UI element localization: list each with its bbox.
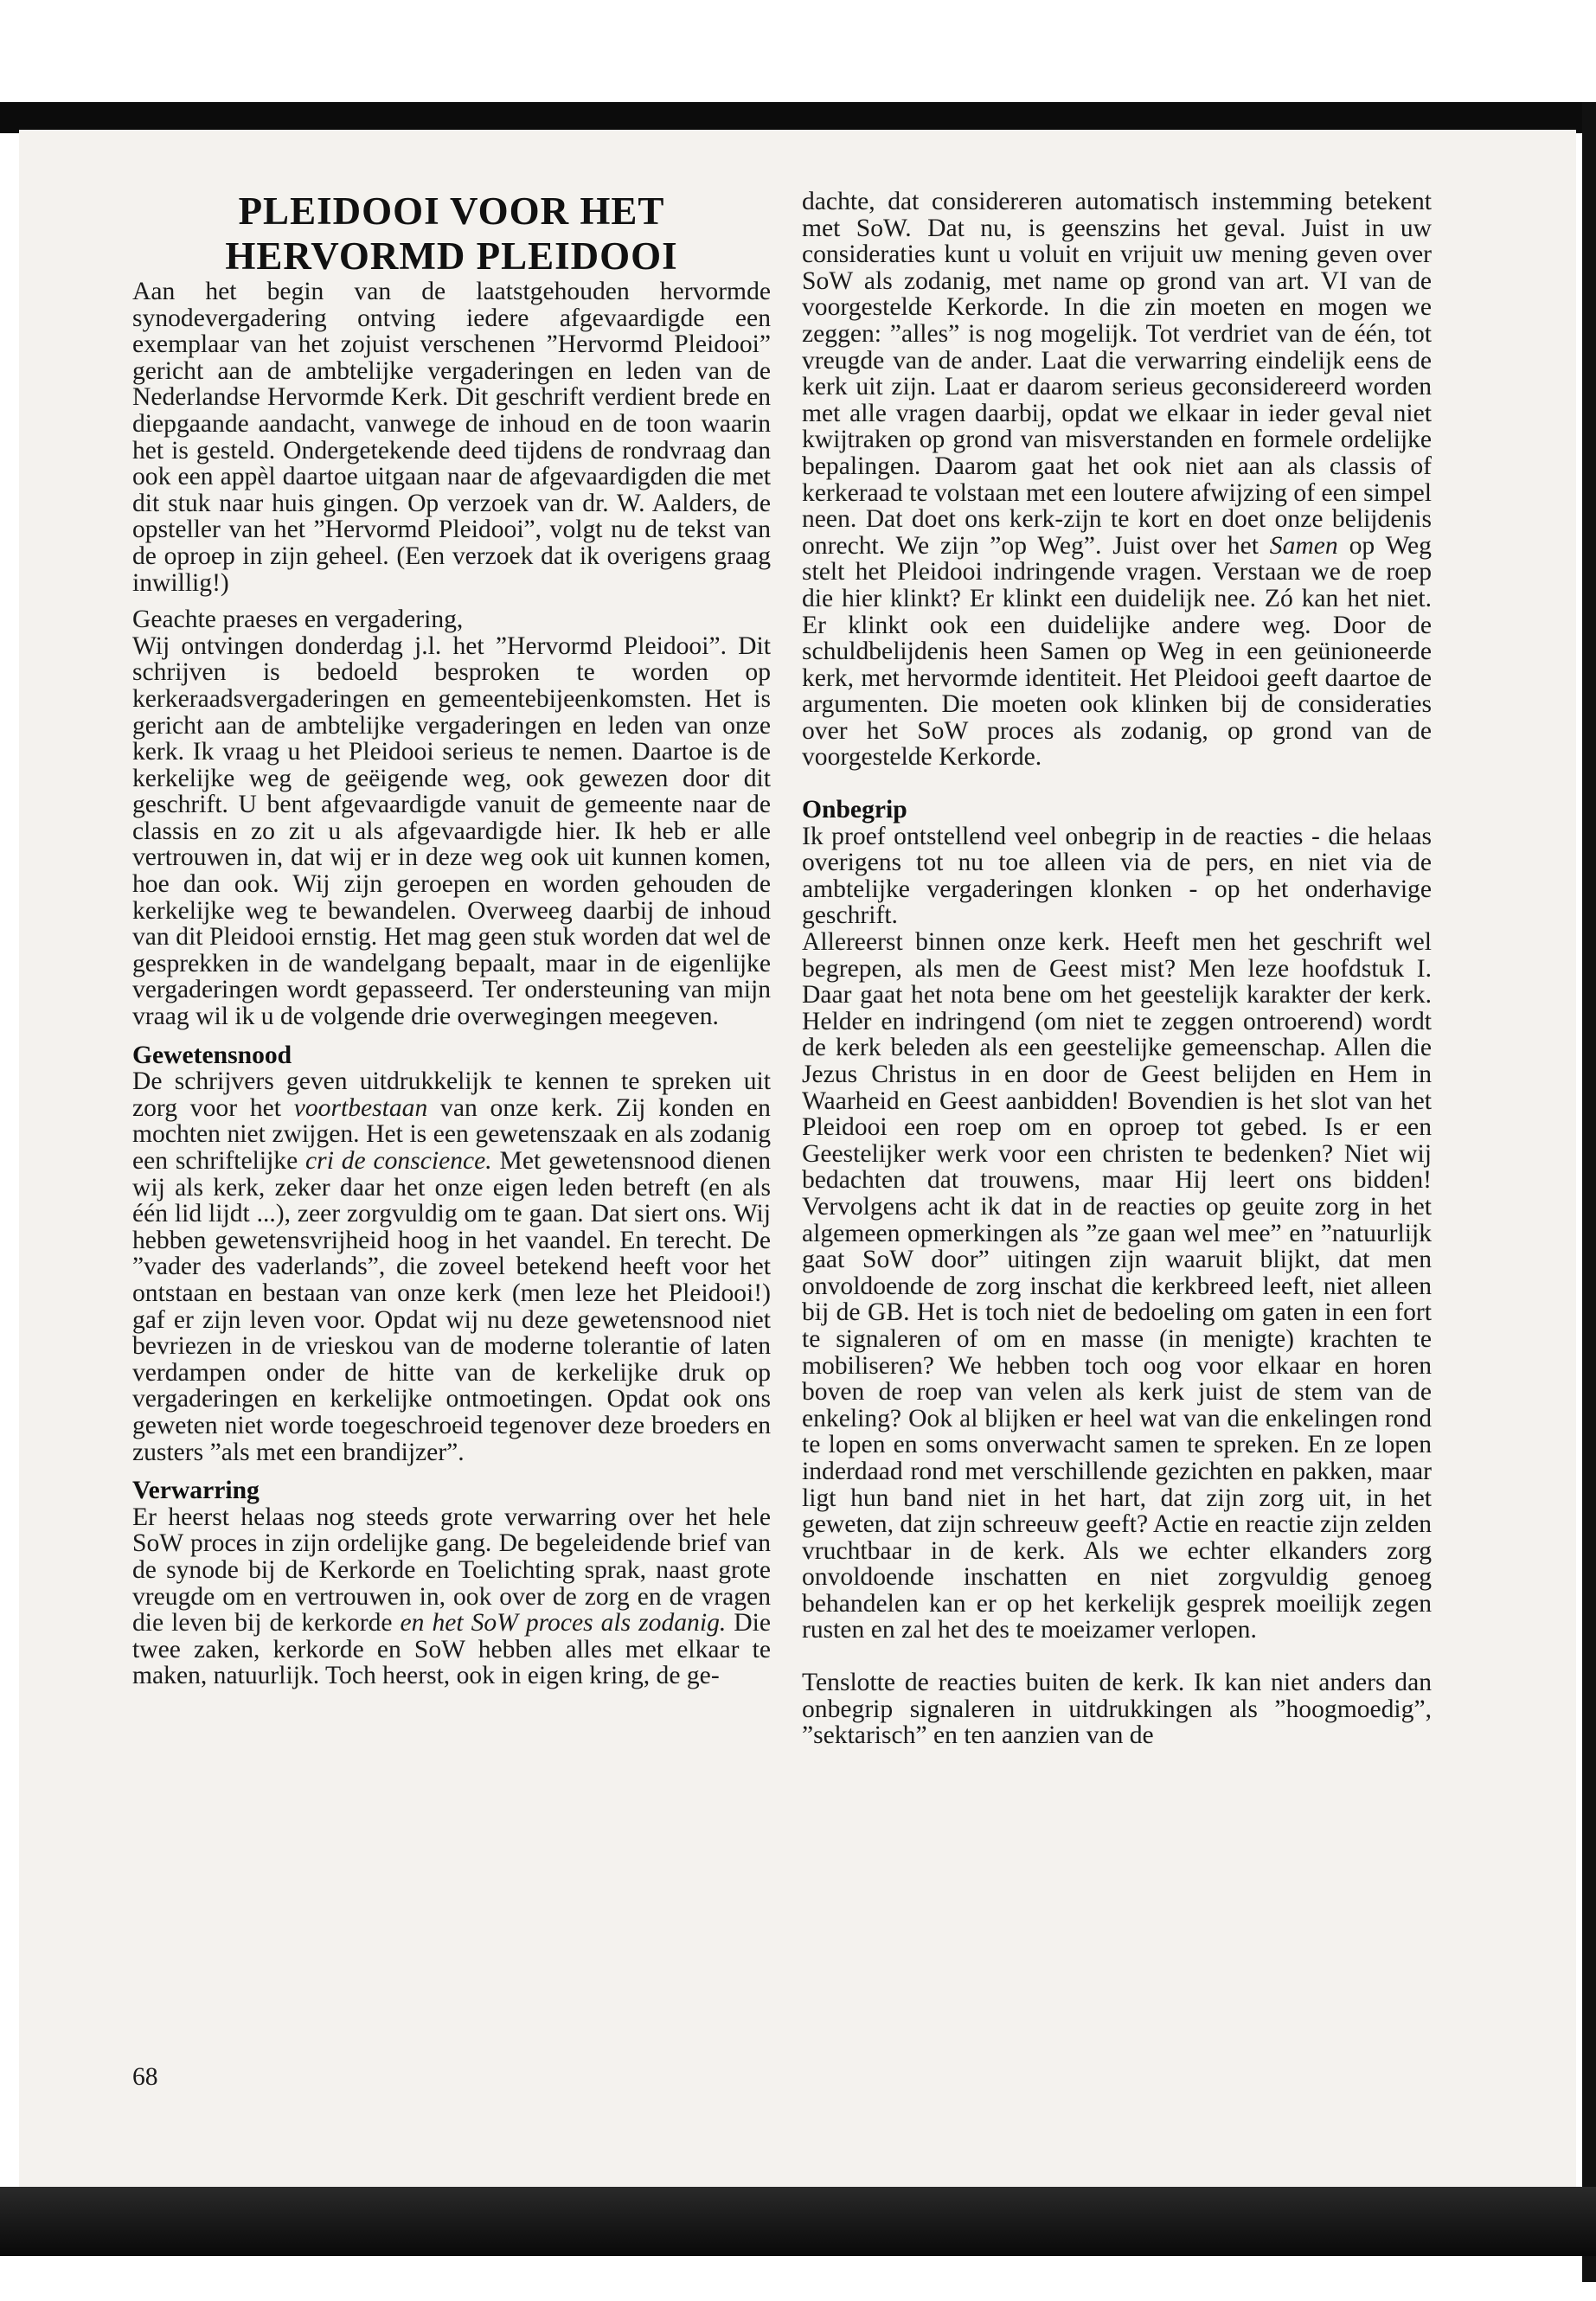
text-run: Er heerst helaas nog steeds grote verwarring over het hele SoW proces in zijn ordelijke gang. De begeleidende brief van de synode bij de Kerkorde en Toelichting sprak, naast grote vreugde om en vertrouwen in, ook over de zorg en de vragen die leven bij de kerkorde <box>132 1503 771 1638</box>
book-bottom-edge <box>0 2187 1596 2256</box>
continuation-paragraph <box>802 189 1432 771</box>
gewetensnood-paragraph <box>132 1068 771 1465</box>
column-left <box>132 189 771 1689</box>
book-binding-edge <box>1582 102 1596 2282</box>
emphasis-text: Samen <box>1269 531 1338 560</box>
heading-onbegrip: Onbegrip <box>802 796 907 824</box>
heading-verwarring: Verwarring <box>132 1477 260 1505</box>
letter-salutation: Geachte praeses en vergadering, <box>132 606 464 634</box>
onbegrip-paragraph-3: Tenslotte de reacties buiten de kerk. Ik kan niet anders dan onbegrip signaleren in uitdrukkingen als ”hoogmoedig”, ”sektarisch” en ten aanzien van de <box>802 1669 1432 1750</box>
book-top-edge <box>0 102 1596 133</box>
letter-paragraph: Wij ontvingen donderdag j.l. het ”Hervormd Pleidooi”. Dit schrijven is bedoeld besproken te worden op kerkeraadsvergaderingen en gemeentebijeenkomsten. Het is gericht aan de ambtelijke vergaderingen en leden van onze kerk. Ik vraag u het Pleidooi serieus te nemen. Daartoe is de kerkelijke weg de geëigende weg, ook gewezen door dit geschrift. U bent afgevaardigde vanuit de gemeente naar de classis en zo zit u als afgevaardigde hier. Ik heb er alle vertrouwen in, dat wij er in deze weg ook uit kunnen komen, hoe dan ook. Wij zijn geroepen en worden gehouden de kerkelijke weg te bewandelen. Overweeg daarbij de inhoud van dit Pleidooi ernstig. Het mag geen stuk worden dat wel de gesprekken in de wandelgang bepaalt, maar in de eigenlijke vergaderingen wordt gepasseerd. Ter ondersteuning van mijn vraag wil ik u de volgende drie overwegingen meegeven. <box>132 631 771 1031</box>
text-run: Met gewetensnood dienen wij als kerk, zeker daar het onze eigen leden betreft (en als één lid lijdt ...), zeer zorgvuldig om te gaan. Dat siert ons. Wij hebben gewetensvrijheid hoog in het vaandel. En terecht. De ”vader des vaderlands”, die zoveel betekend heeft voor het ontstaan en bestaan van onze kerk (men leze het Pleidooi!) gaf er zijn leven voor. Opdat wij nu deze gewetensnood niet bevriezen in de vrieskou van de moderne tolerantie of laten verdampen onder de hitte van de kerkelijke druk op vergaderingen en kerkelijke ontmoetingen. Opdat ook ons geweten niet worde toegeschroeid tegenover deze broeders en zusters ”als met een brandijzer”. <box>132 1147 772 1466</box>
text-run: Die twee zaken, kerkorde en SoW hebben alles met elkaar te maken, natuurlijk. Toch heerst, ook in eigen kring, de ge- <box>132 1609 771 1690</box>
onbegrip-paragraph-2: Allereerst binnen onze kerk. Heeft men het geschrift wel begrepen, als men de Geest mist? Men leze hoofdstuk I. Daar gaat het nota bene om het geestelijk karakter der kerk. Helder en indringend (om niet te zeggen ontroerend) wordt de kerk beleden als een geestelijke gemeenschap. Allen die Jezus Christus in en door de Geest belijden en Hem in Waarheid en Geest aanbidden! Bovendien is het slot van het Pleidooi een roep om en oproep tot gebed. Is er een Geestelijker werk voor een christen te bedenken? Niet wij bedachten dat trouwens, maar Hij leert ons bidden! Vervolgens acht ik dat in de reacties op geuite zorg in het algemeen opmerkingen als ”ze gaan wel mee” en ”natuurlijk gaat SoW door” uitingen zijn waaruit blijkt, dat men onvoldoende de zorg inschat die kerkbreed leeft, niet alleen bij de GB. Het is toch niet de bedoeling om gaten in een fort te signaleren of om en masse (in menigte) krachten te mobiliseren? We hebben toch oog voor elkaar en horen boven de roep van velen als kerk juist de stem van de enkeling? Ook al blijken er heel wat van die enkelingen rond te lopen en soms onverwacht samen te spreken. En ze lopen inderdaad rond met verschillende gezichten en pakken, maar ligt hun band niet in het hart, dat zijn zorg uit, in het geweten, dat zijn schreeuw geeft? Actie en reactie zijn zelden vruchtbaar in de kerk. Als we echter elkanders zorg onvoldoende inschatten en niet zorgvuldig genoeg behandelen kan er op het kerkelijk gesprek moeilijk zegen rusten en zal het des te moeizamer verlopen. <box>802 928 1432 1644</box>
onbegrip-paragraph-1: Ik proef ontstellend veel onbegrip in de reacties - die helaas overigens tot nu toe alleen via de pers, en niet via de ambtelijke vergaderingen klonken - op het onderhavige geschrift. <box>802 822 1432 930</box>
emphasis-text: voortbestaan <box>293 1093 428 1122</box>
article-title: PLEIDOOI VOOR HET HERVORMD PLEIDOOI <box>225 189 678 278</box>
text-run: dachte, dat considereren automatisch instemming betekent met SoW. Dat nu, is geenszins het geval. Juist in uw consideraties kunt u voluit en vrijuit uw mening geven over SoW als zodanig, met name op grond van art. VI van de voorgestelde Kerkorde. In die zin moeten en mogen we zeggen: ”alles” is nog mogelijk. Tot verdriet van de één, tot vreugde van de ander. Laat die verwarring eindelijk eens de kerk uit zijn. Laat er daarom serieus geconsidereerd worden met alle vragen daarbij, opdat we elkaar in ieder geval niet kwijtraken op grond van misverstanden en formele ordelijke bepalingen. Daarom gaat het ook niet aan als classis of kerkeraad te volstaan met een loutere afwijzing of een simpel neen. Dat doet ons kerk-zijn te kort en doet onze belijdenis onrecht. We zijn ”op Weg”. Juist over het <box>802 188 1432 560</box>
column-right <box>802 189 1432 1749</box>
intro-paragraph: Aan het begin van de laatstgehouden hervormde synodevergadering ontving iedere afgevaardigde een exemplaar van het zojuist verschenen ”Hervormd Pleidooi” gericht aan de ambtelijke vergaderingen en leden van de Nederlandse Hervormde Kerk. Dit geschrift verdient brede en diepgaande aandacht, vanwege de inhoud en de toon waarin het is gesteld. Ondergetekende deed tijdens de rondvraag dan ook een appèl daartoe uitgaan naar de afgevaardigden die met dit stuk naar huis gingen. Op verzoek van dr. W. Aalders, de opsteller van het ”Hervormd Pleidooi”, volgt nu de tekst van de oproep in zijn geheel. (Een verzoek dat ik overigens graag inwillig!) <box>132 278 771 597</box>
emphasis-text: en het SoW proces als zodanig. <box>400 1609 727 1638</box>
page-number: 68 <box>132 2063 158 2091</box>
emphasis-text: cri de conscience. <box>305 1147 492 1175</box>
heading-gewetensnood: Gewetensnood <box>132 1041 292 1069</box>
text-run: De schrijvers geven uitdrukkelijk te kennen te spreken uit zorg voor het <box>132 1067 771 1122</box>
text-run: van onze kerk. Zij konden en mochten niet zwijgen. Het is een gewetenszaak en als zodanig een schriftelijke <box>132 1093 771 1175</box>
verwarring-paragraph <box>132 1504 771 1689</box>
text-run: op Weg stelt het Pleidooi indringende vragen. Verstaan we de roep die hier klinkt? Er klinkt een duidelijk nee. Zó kan het niet. Er klinkt ook een duidelijke andere weg. Door de schuldbelijdenis heen Samen op Weg in een geünioneerde kerk, met hervormde identiteit. Het Pleidooi geeft daartoe de argumenten. Die moeten ook klinken bij de consideraties over het SoW proces als zodanig, op grond van de voorgestelde Kerkorde. <box>802 531 1432 772</box>
